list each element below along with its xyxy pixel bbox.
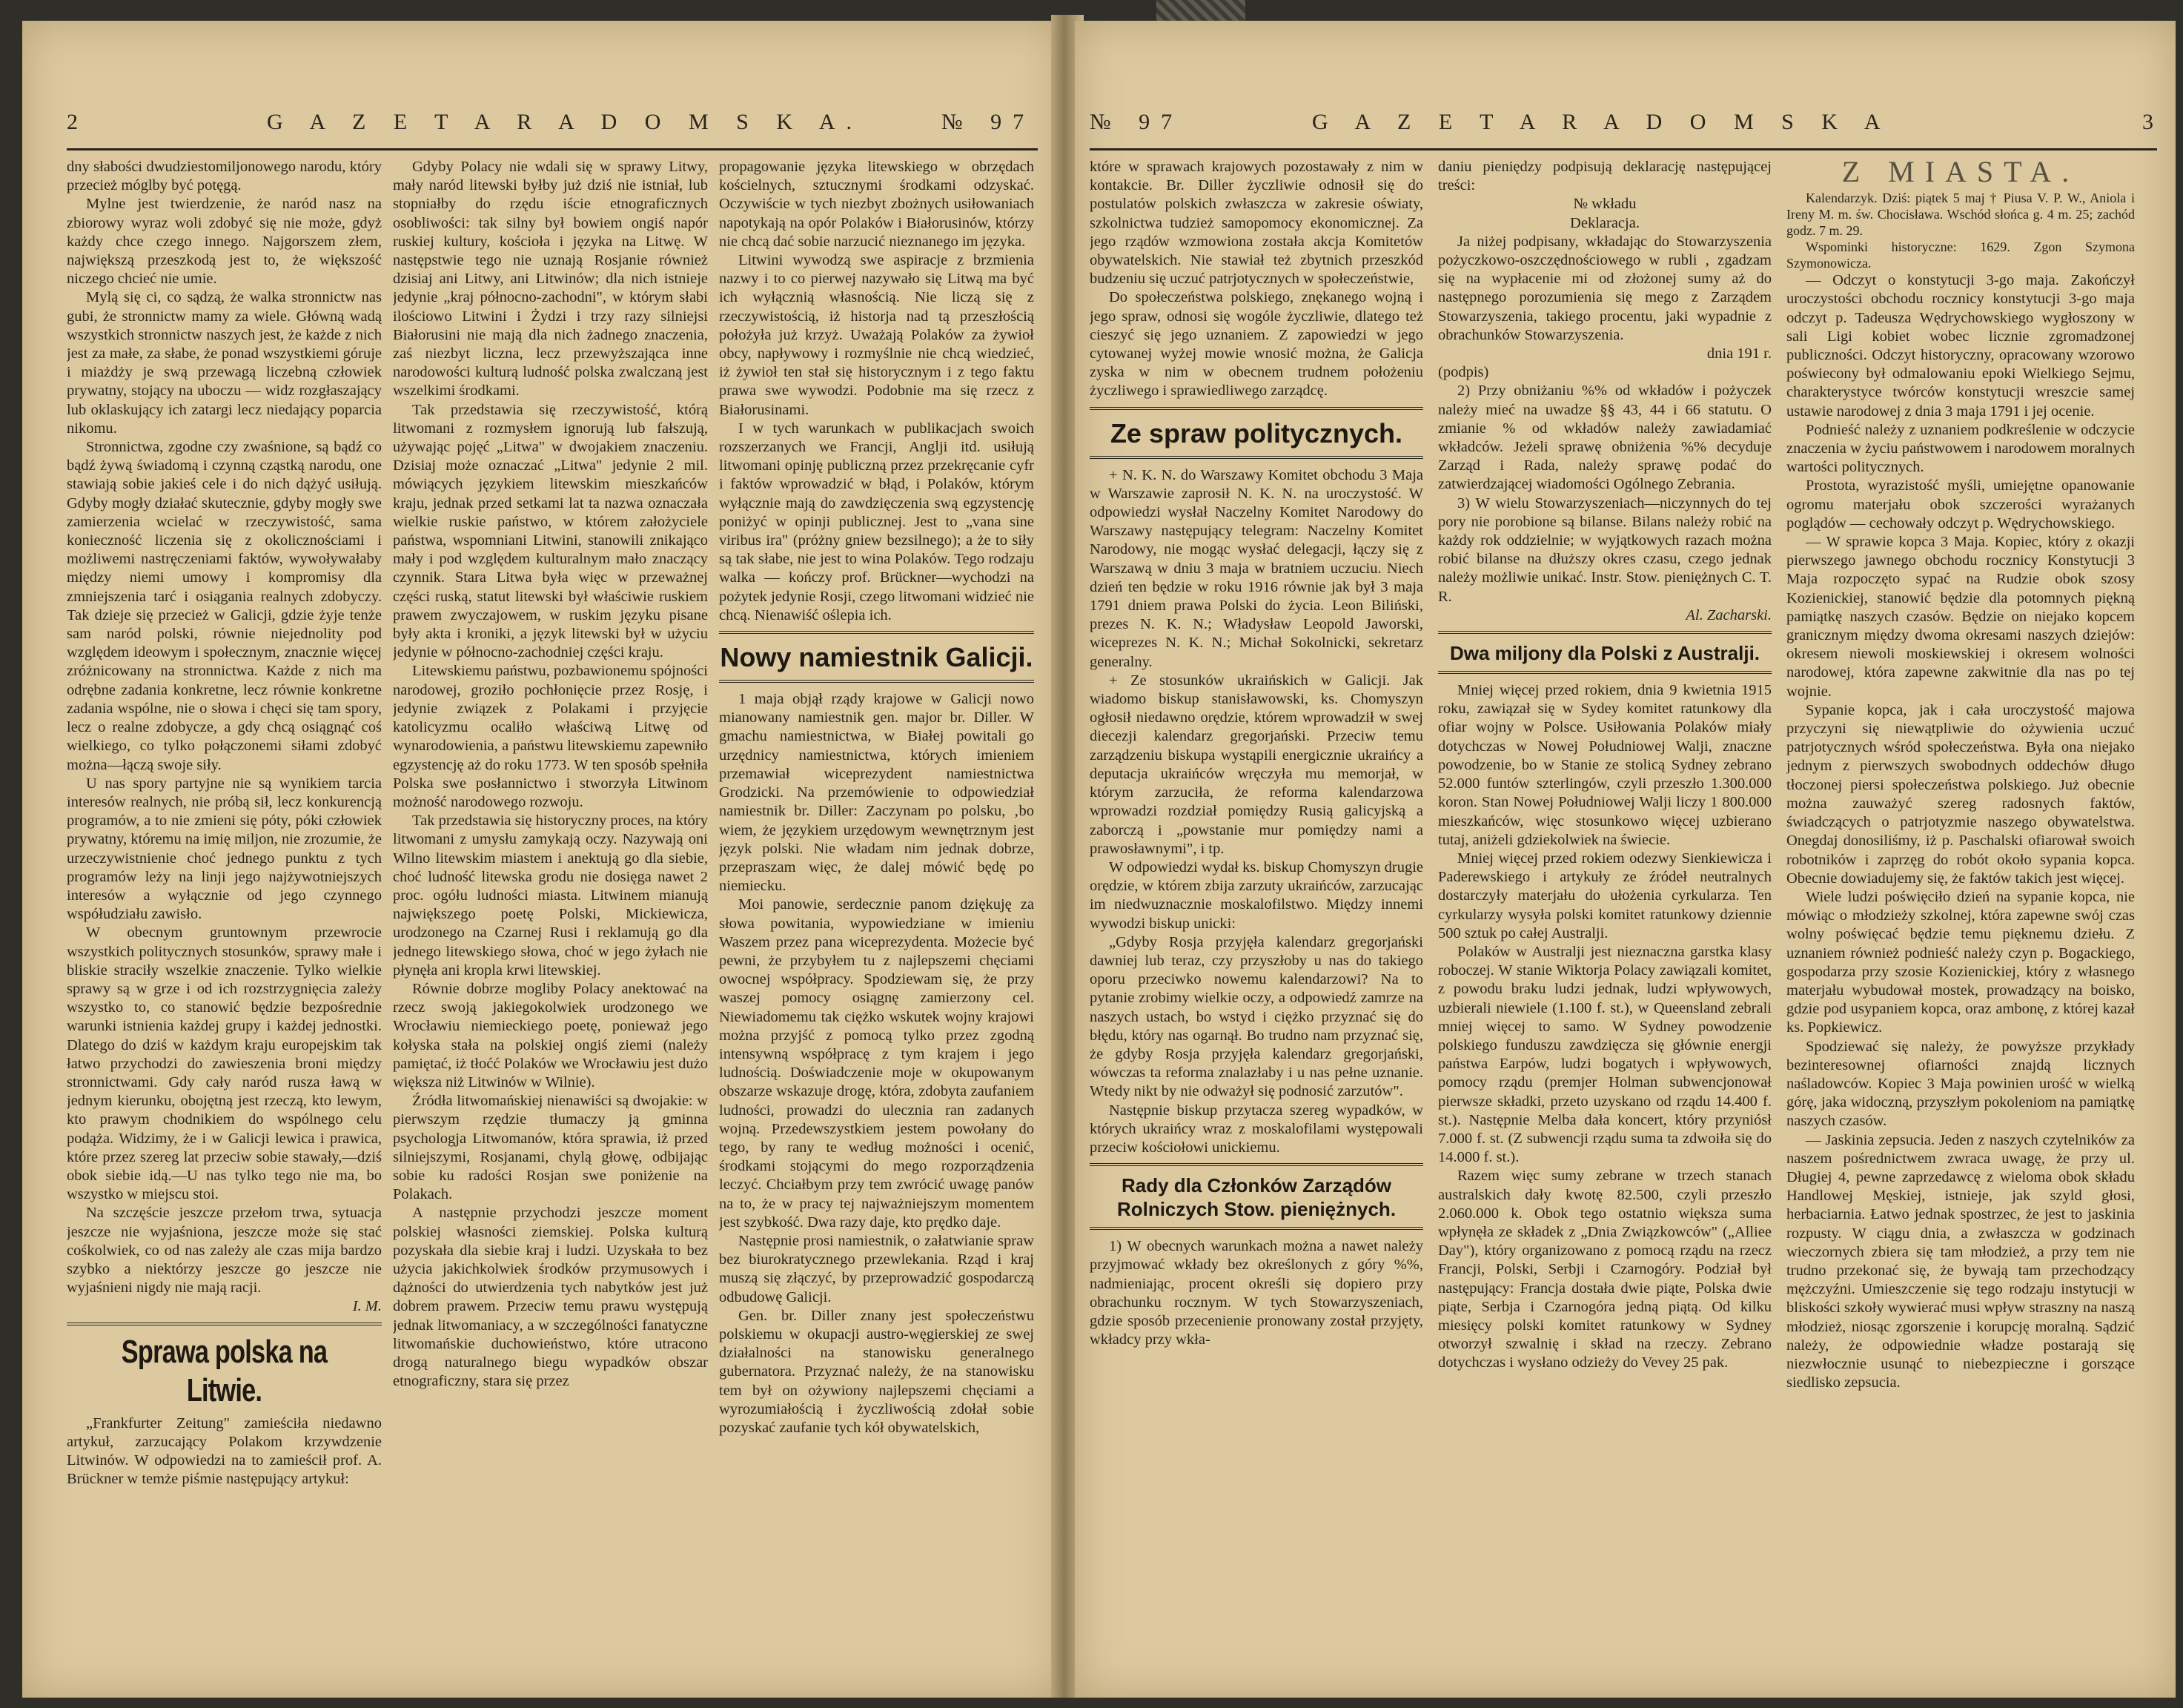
paragraph: Mniej więcej przed rokiem odezwy Sienkiewicza i Paderewskiego i artykuły ze źródeł neutralnych dostarczyły materjału do ułożenia cyrkularza. Ten cyrkularzy wysyła polski komitet ratunkowy dziennie 500 sztuk po całej Australji.	[1438, 850, 1772, 941]
paragraph: Polaków w Australji jest nieznaczna garstka klasy roboczej. W stanie Wiktorja Polacy zawiązali komitet, z powodu braku ludzi jednak, ludzi wpływowych, uzbierali niewiele (1.100 f. st.), w Queensland zebrali mniej więcej to samo. W Sydney powodzenie polskiego funduszu zawdzięcza się głównie energji państwa Earpów, ludzi bogatych i wpływowych, pomocy rządu (premjer Holman subwencjonował pierwsze składki, przeto uzyskano od rządu 14.400 f. st.). Następnie Melba dała koncert, który przyniósł 7.000 f. st. (Z subwencji rządu suma ta zdwoiła się do 14.000 f. st.).	[1438, 943, 1772, 1166]
separator	[1090, 1227, 1423, 1230]
paragraph: Na szczęście jeszcze przełom trwa, sytuacja jeszcze nie wyjaśniona, jeszcze może się stać cośkolwiek, co od nas zależy ale czas mija bardzo szybko a niektórzy jeszcze go jeszcze nie wyjaśnieni nigdy nie mają racji.	[67, 1205, 382, 1297]
paragraph: A następnie przychodzi jeszcze moment polskiej własności ziemskiej. Polska kulturą pozyskała dla siebie kraj i ludzi. Uzyskała to bez użycia jakichkolwiek środków przymusowych i dążności do utwierdzenia tych nabytków jest już dobrem prawem. Przeciw temu prawu występują jednak litwomaniacy, a w szczególności fanatyczne litwomańskie duchowieństwo, które utracono drogą naturalnego biegu wypadków obszar etnograficzny, stara się przez	[393, 1205, 708, 1390]
signature: I. M.	[352, 1298, 382, 1315]
separator	[1090, 456, 1423, 459]
separator	[719, 631, 1034, 634]
paragraph: dny słabości dwudziestomiljonowego narodu, który przecież móglby być potęgą.	[67, 159, 382, 194]
paragraph: Stronnictwa, zgodne czy zwaśnione, są bądź co bądź żywą świadomą i czynną cząstką narodu, one stawiają sobie jakieś cele i do nich dążyć usiłują. Gdyby mogły działać skutecznie, gdyby mogły swe zamierzenia wcielać w rzeczywistość, sama konieczność liczenia się z okolicznościami i możliwemi nastręczeniami faktów, wywoływałaby między niemi umowy i kompromisy dla zmniejszenia tarć i osiągania realnych zdobyczy. Tak dzieje się przecież w Galicji, gdzie żyje tenże sam naród polski, równie niejednolity pod względem ideowym i społecznym, znacznie więcej zróżnicowany na stronnictwa. Każde z nich ma odrębne zadania konkretne, lecz równie konkretne zadania wspólne, nie o słowa i chęci się tam spory, lecz o realne zdobycze, a gdy chcą osiągnąć coś wielkiego, co tylko połączonemi siłami zdobyć można—łączą swoje siły.	[67, 439, 382, 773]
paragraph: 1 maja objął rządy krajowe w Galicji nowo mianowany namiestnik gen. major br. Diller. W gmachu namiestnictwa, w Białej powitali go urzędnicy namiestnictwa, których imieniem przemawiał wiceprezydent namiestnictwa Grodzicki. Na przemówienie to odpowiedział namiestnik br. Diller: Zaczynam po polsku, ‚bo wiem, że językiem urzędowym wewnętrznym jest język polski. Nie władam nim jednak dobrze, przepraszam więc, że dalej mówić będę po niemiecku.	[719, 691, 1034, 895]
paragraph: Razem więc sumy zebrane w trzech stanach australskich dały kwotę 82.500, czyli przeszło 2.060.000 k. Obok tego ostatnio większa suma wpłynęła ze składek z „Dnia Związkowców" („Alliee Day"), który organizowano z pomocą rządu na rzecz Francji, Polski, Serbji i Czarnogóry. Podział był następujący: Francja dostała dwie piąte, Polska dwie piąte, Serbja i Czarnogóra jedną piątą. Od kilku miesięcy polski komitet ratunkowy w Sydney otworzył szwalnię i skład na rzeczy. Zebrano dotychczas i wysłano odzieży do Vevey 25 pak.	[1438, 1168, 1772, 1371]
paragraph: Prostota, wyrazistość myśli, umiejętne opanowanie ogromu materjału obok szczerości wyrażanych poglądów — cechowały odczyt p. Wędrychowskiego.	[1786, 477, 2135, 532]
paragraph: — Jaskinia zepsucia. Jeden z naszych czytelników za naszem pośrednictwem zwraca uwagę, że przy ul. Długiej 4, pewne zaprzedawcę z wieloma obok składu Handlowej Męskiej, istnieje, jak szyld głosi, herbaciarnia. Łatwo jednak spostrzec, że jest to jaskinia rozpusty. W ciągu dnia, a zwłaszcza w godzinach wieczornych zbiera się tam młodzież, a przy tem nie trudno przekonać się, że bywają tam przechodzący mężczyźni. Umieszczenie się tego rodzaju instytucji w bliskości szkoły wywierać musi wpływ straszny na naszą młodzież, niosąc zgorszenie i korupcję moralną. Sądzić należy, że odpowiednie władze postarają się niezwłocznie usunąć to niebezpieczne i gorszące siedlisko zepsucia.	[1786, 1131, 2135, 1391]
paragraph: Źródła litwomańskiej nienawiści są dwojakie: w pierwszym rzędzie tłumaczy ją gminna psychologja Litwomanów, która sprawia, iż przed silniejszymi, Rosjanami, chylą głowę, odbijając sobie ku radości Rosjan swe poniżenie na Polakach.	[393, 1093, 708, 1203]
paragraph: W odpowiedzi wydał ks. biskup Chomyszyn drugie orędzie, w którem zbija zarzuty ukraińców, zarzucając im niedwuznacznie moskalofilstwo. Między innemi wywodzi biskup unicki:	[1090, 858, 1423, 932]
right-page-number: 3	[2142, 110, 2164, 134]
headline-sprawa-polska: Sprawa polska na Litwie.	[121, 1333, 328, 1409]
paragraph: które w sprawach krajowych pozostawały z nim w kontakcie. Br. Diller życzliwie odnosił się do postulatów polskich zwłaszcza w zakresie oświaty, szkolnictwa tudzież samopomocy ekonomicznej. Za jego rządów wzmowiona została akcja Komitetów obywatelskich. Nie stawiał też zbytnich przeszkód budzeniu się uczuć patrjotycznych w społeczeństwie,	[1090, 159, 1423, 288]
date-line: dnia 191 r.	[1706, 345, 1772, 363]
headline-dwa-miljony: Dwa miljony dla Polski z Australji.	[1449, 642, 1760, 665]
paragraph: Gen. br. Diller znany jest społeczeństwu polskiemu w okupacji austro-węgierskiej ze swej działalności na stanowisku generalnego gubernatora. Przyznać należy, że na stanowisku tem był on ożywiony najlepszemi chęciami a wyrozumiałością i życzliwością zdołał sobie pozyskać zaufanie tych kół obywatelskich,	[719, 1307, 1034, 1436]
paragraph: Kalendarzyk. Dziś: piątek 5 maj † Piusa V. P. W., Aniola i Ireny M. m. św. Chocisława. Wschód słońca g. 4 m. 25; zachód godz. 7 m. 29.	[1786, 191, 2135, 239]
left-column-3	[719, 158, 1034, 1678]
right-masthead: G A Z E T A R A D O M S K A	[1312, 110, 1892, 134]
paragraph: 1) W obecnych warunkach można a nawet należy przyjmować wkłady bez określonych z góry %%, nadmieniając, procent określi się dopiero przy obrachunku rocznym. W tych Stowarzyszeniach, gdzie sposób przecenienie pronowany został przyjęty, wkładcy przy wkła-	[1090, 1238, 1423, 1348]
separator	[67, 1323, 382, 1325]
separator	[1090, 1163, 1423, 1166]
paragraph: „Gdyby Rosja przyjęła kalendarz gregorjański dawniej lub teraz, czy przyszłoby u nas do takiego oporu przeciwko nowemu kalendarzowi? Na to pytanie zrobimy wielkie oczy, a odpowiedź zamrze na naszych ustach, bo wstyd i ciężko przyznać się do błędu, który nas ogarnął. Bo trudno nam przyznać się, że gdyby Rosja przyjęła kalendarz gregorjański, wówczas ta reforma znalazłaby i u nas pełne uznanie. Wtedy nikt by nie odważył się podnosić zarzutów".	[1090, 933, 1423, 1100]
separator	[1438, 631, 1772, 634]
headline-nowy-namiestnik: Nowy namiestnik Galicji.	[720, 642, 1033, 673]
paragraph: + Ze stosunków ukraińskich w Galicji. Jak wiadomo biskup stanisławowski, ks. Chomyszyn ogłosił niedawno orędzie, którem wprowadził w swej diecezji kalendarz gregorjański. Przeciw temu zarządzeniu biskupa wystąpili energicznie ukraińcy a deputacja ukraińców wręczyła mu memorjał, w którym zarzuciła, że reforma kalendarzowa wprowadzi rozdział pomiędzy Rusią galicyjską a zaborczą i „powstanie mur pomiędzy nami a prawosławnymi", i tp.	[1090, 672, 1423, 857]
paragraph: „Frankfurter Zeitung" zamieściła niedawno artykuł, zarzucający Polakom krzywdzenie Litwinów. W odpowiedzi na to zamieścił prof. A. Brückner w temże piśmie następujący artykuł:	[67, 1414, 382, 1488]
paragraph: Następnie biskup przytacza szereg wypadków, w których ukraińcy wraz z moskalofilami występowali przeciw kościołowi unickiemu.	[1090, 1102, 1423, 1156]
paragraph: Do społeczeństwa polskiego, znękanego wojną i jego spraw, odnosi się wogóle życzliwie, dlatego też cieszyć się jego uznaniem. Z zapowiedzi w jego cytowanej wyżej mowie wnosić można, że Galicja zyska w nim w obecnem trudnem położeniu życzliwego i sprawiedliwego zarządcę.	[1090, 289, 1423, 400]
section-title-z-miasta: Z MIASTA.	[1841, 158, 2080, 188]
paragraph: Mylne jest twierdzenie, że naród nasz na zbiorowy wyraz woli zdobyć się nie może, gdyż każdy chce czego innego. Najgorszem złem, największą przeszkodą jest to, że większość niczego chcieć nie umie.	[67, 196, 382, 288]
paragraph: daniu pieniędzy podpisują deklarację następującej treści:	[1438, 159, 1772, 194]
header-rule	[1090, 148, 2157, 150]
paragraph: 3) W wielu Stowarzyszeniach—niczynnych do tej pory nie porobione są bilanse. Bilans należy robić na każdy rok oddzielnie; w wyjątkowych razach można robić bilanse na dłuższy okres czasu, czego jednak należy możliwie unikać. Instr. Stow. pieniężnych C. T. R.	[1438, 494, 1772, 605]
paragraph: Tak przedstawia się rzeczywistość, którą litwomani z rozmysłem ignorują lub fałszują, używając pojęć „Litwa" w dwojakiem znaczeniu. Dzisiaj może oznaczać „Litwa" jedynie 2 mil. mówiących językiem litewskim mieszkańców kraju, jednak przed setkami lat ta nazwa oznaczała wielkie ruskie państwo, w którem założyciele państwa, wspomniani Litwini, stanowili znikająco mały i pod względem kulturalnym mało znaczący czynnik. Stara Litwa była więc w przeważnej części ruską, statut litewski był właściwie ruskiem prawem zwyczajowem, w ruskim języku pisane były akta i kroniki, a język litewski był w użyciu jedynie w północno-zachodniej części kraju.	[393, 401, 708, 661]
paragraph: Sypanie kopca, jak i cała uroczystość majowa przyczyni się niewątpliwie do ożywienia uczuć patrjotycznych wśród społeczeństwa. Była ona niejako jednym z pierwszych swobodnych oddechów długo tłoczonej piersi społeczeństwa polskiego. Już obecnie można zauważyć szereg radosnych faktów, świadczących o patrjotyzmie naszego obywatelstwa. Onegdaj donosiliśmy, iż p. Paschalski ofiarował swoich robotników i zaprzęg do robót około sypania kopca. Obecnie dowiadujemy się, że faktów takich jest więcej.	[1786, 701, 2135, 887]
paragraph: Podnieść należy z uznaniem podkreślenie w odczycie znaczenia w życiu państwowem i narodowem moralnych wartości politycznych.	[1786, 421, 2135, 476]
left-column-1	[67, 158, 382, 1678]
paragraph: + N. K. N. do Warszawy Komitet obchodu 3 Maja w Warszawie zaprosił N. K. N. na uroczystość. W odpowiedzi wysłał Naczelny Komitet Narodowy do Warszawy następujący telegram: Naczelny Komitet Narodowy, nie mogąc wysłać delegacji, łączy się z Warszawą w dniu 3 maja w bratniem uczuciu. Niech dzień ten będzie w roku 1916 równie jak był 3 maja 1791 dniem prawa Polski do życia. Leon Biliński, prezes N. K. N.; Władysław Leopold Jaworski, wiceprezes N. K. N.; Michał Sokolnicki, sekretarz generalny.	[1090, 466, 1423, 670]
paragraph: 2) Przy obniżaniu %% od wkładów i pożyczek należy mieć na uwadze §§ 43, 44 i 66 statutu. O zmianie % od wkładów należy zawiadamiać wkładców. Jeżeli sprawę obniżenia %% decyduje Zarząd i Rada, należy sprawę podać do zatwierdzającej wiadomości Ogólnego Zebrania.	[1438, 383, 1772, 493]
left-issue-number: № 97	[941, 110, 1036, 134]
paragraph: — W sprawie kopca 3 Maja. Kopiec, który z okazji pierwszego jawnego obchodu rocznicy Konstytucji 3 Maja rozpoczęto sypać na Rudzie obok szosy Kozienickiej, stanowić będzie dla potomnych piękną pamiątkę naszych czasów. Będzie on niejako kopcem granicznym między dwoma okresami naszych dziejów: okresem niewoli moskiewskiej i okresem wolności narodowej, która zapewne zakwitnie dla nas po tej wojnie.	[1786, 534, 2135, 700]
signature-line: (podpis)	[1438, 364, 1489, 381]
paragraph: Ja niżej podpisany, wkładając do Stowarzyszenia pożyczkowo-oszczędnościowego w rubli , zgadzam się na wypłacenie mi od złożonej sumy aż do następnego porozumienia się mego z Zarządem Stowarzyszenia, takiego procentu, jaki wypadnie z obrachunków Stowarzyszenia.	[1438, 233, 1772, 343]
paragraph: Litewskiemu państwu, pozbawionemu spójności narodowej, groziło pochłonięcie przez Rosję, i jedynie związek z Polakami i przyjęcie katolicyzmu ocaliło właściwą Litwę od wynarodowienia, a państwu litewskiemu zapewniło egzystencję aż do roku 1773. W ten sposób spełniła Polska swe posłannictwo i stworzyła Litwinom możność narodowego rozwoju.	[393, 663, 708, 810]
left-column-2	[393, 158, 708, 1678]
paragraph: Wspominki historyczne: 1629. Zgon Szymona Szymonowicza.	[1786, 239, 2135, 271]
paragraph: Następnie prosi namiestnik, o załatwianie spraw bez biurokratycznego przewlekania. Rząd i kraj muszą się złączyć, by przeprowadzić gospodarczą odbudowę Galicji.	[719, 1232, 1034, 1305]
left-masthead: G A Z E T A R A D O M S K A.	[267, 110, 863, 134]
headline-ze-spraw-politycznych: Ze spraw politycznych.	[1110, 417, 1403, 448]
separator	[719, 680, 1034, 683]
paragraph: — Odczyt o konstytucji 3-go maja. Zakończył uroczystości obchodu rocznicy konstytucji 3-go maja odczyt p. Tadeusza Wędrychowskiego wygłoszony w sali Ligi kobiet wobec licznie zgromadzonej publiczności. Odczyt historyczny, opracowany wzorowo poświecony był odmalowaniu epoki Wielkiego Sejmu, charakterystyce twórców konstytucji wreszcie samej ustawie narodowej z dnia 3 maja 1791 i jej ocenie.	[1786, 272, 2135, 420]
paragraph: Moi panowie, serdecznie panom dziękuję za słowa powitania, wypowiedziane w imieniu Waszem przez pana wiceprezydenta. Możecie być pewni, że przybyłem tu z najlepszemi chęciami owocnej współpracy. Spodziewam się, że przy waszej pomocy osiągnę zamierzony cel. Niewiadomemu tak ciężko wskutek wojny krajowi można przyjść z pomocą tylko przez zgodną intensywną współpracę z tym krajem i jego ludnością. Doświadczenie moje w okupowanym obszarze wskazuje drogę, która, zdobyta zaufaniem ludności, prowadzi do ulecznia ran zadanych wojną. Przedewszystkiem jestem powołany do tego, by rany te według możności i ocenić, środkami stojącymi do mego rozporządzenia leczyć. Chciałbym przy tem zwrócić uwagę panów na to, że w pracy tej najważniejszym momentem jest szybkość. Dwa razy daje, kto prędko daje.	[719, 896, 1034, 1231]
declaration-title: Deklaracja.	[1570, 214, 1640, 231]
deposit-number-line: № wkładu	[1573, 196, 1637, 213]
paragraph: propagowanie języka litewskiego w obrzędach kościelnych, sztucznymi środkami odzyskać. Oczywiście w tych niezbyt zbożnych usiłowaniach napotykają na opór Polaków i Białorusinów, którzy nie chcą dać sobie narzucić nieznanego im języka.	[719, 159, 1034, 250]
separator	[1438, 671, 1772, 674]
signature: Al. Zacharski.	[1686, 606, 1772, 623]
right-issue-number: № 97	[1090, 110, 1184, 134]
header-rule	[67, 148, 1038, 150]
right-column-1	[1090, 158, 1423, 1678]
paragraph: Mniej więcej przed rokiem, dnia 9 kwietnia 1915 roku, zawiązał się w Sydey komitet ratunkowy dla ofiar wojny w Polsce. Usiłowania Polaków miały dotychczas w Nowej Południowej Walji, znaczne powodzenie, bo w Stanie ze stolicą Sydney zebrano 52.000 funtów szterlingów, czyli przeszło 1.300.000 koron. Stan Nowej Południowej Walji liczy 1 800.000 mieszkańców, więc stosunkowo więcej uzbierano tutaj, aniżeli gdziekolwiek na świecie.	[1438, 682, 1772, 848]
separator	[1090, 407, 1423, 410]
paragraph: Wiele ludzi poświęciło dzień na sypanie kopca, nie mówiąc o młodzieży szkolnej, która zapewne swój czas wolny poświęcać będzie temu pięknemu dziełu. Z uznaniem również podnieść należy czyn p. Bogackiego, gospodarza przy szosie Kozienickiej, który z własnego materjału wybudował mostek, prowadzący na boisko, gdzie pod usypaniem kopca, oraz ambonę, z której kazał ks. Popkiewicz.	[1786, 888, 2135, 1036]
left-page	[22, 21, 1060, 1698]
left-page-number: 2	[67, 110, 89, 134]
paragraph: Mylą się ci, co sądzą, że walka stronnictw nas gubi, że stronnictw mamy za wiele. Główną wadą wszystkich stronnictw naszych jest, że każde z nich jest za małe, za słabe, że ponad wszystkiemi góruje i miażdży je swą przewagą liczebną człowiek prywatny, stojący na uboczu — widz rozgłaszający lub oklaskujący ich zatargi lecz niedający poparcia nikomu.	[67, 289, 382, 437]
right-column-2	[1438, 158, 1772, 1678]
paragraph: Spodziewać się należy, że powyższe przykłady bezinteresownej ofiarności znajdą licznych naśladowców. Kopiec 3 Maja powinien urość w wielką górę, jaka widoczną, przyszłym pokoleniom na pamiątkę naszych czasów.	[1786, 1038, 2135, 1130]
paragraph: Gdyby Polacy nie wdali się w sprawy Litwy, mały naród litewski byłby już dziś nie istniał, lub stopniałby do rzędu iście etnograficznych osobliwości: tak silny był bowiem ongiś napór ruskiej kultury, kościoła i języka na Litwę. W następstwie tego nie uznają Rosjanie również dzisiaj ani Litwy, ani Litwinów; dla nich istnieje jedynie „kraj północno-zachodni", w którym słabi ilościowo Litwini i Żydzi i trzy razy silniejsi Białorusini nie mają dla nich żadnego znaczenia, zaś niezbyt liczna, lecz przewyższająca inne narodowości kulturą ludność polska zwalczaną jest wszelkimi środkami.	[393, 159, 708, 400]
headline-rady-dla-czlonkow: Rady dla Członków Zarządów Rolniczych Stow. pieniężnych.	[1116, 1174, 1397, 1221]
paragraph: Równie dobrze mogliby Polacy anektować na rzecz swoją jakiegokolwiek urodzonego we Wrocławiu niemieckiego poetę, ponieważ jego kołyska stała na polskiej ongiś ziemi (należy pamiętać, iż tłoćć Polaków we Wrocławiu jest dużo większa niż Litwinów w Wilnie).	[393, 980, 708, 1090]
paragraph: I w tych warunkach w publikacjach swoich rozszerzanych we Francji, Anglji itd. usiłują litwomani opinję publiczną przez przekręcanie cyfr i faktów wprowadzić w błąd, i Polaków, którym wyłącznie mają do zawdzięczenia swą egzystencję poniżyć w opinji publicznej. Jest to „vana sine viribus ira" (próżny gniew bezsilnego); a że to siły są tak słabe, nie jest to wina Polaków. Tego rodzaju walka — kończy prof. Brückner—wychodzi na pożytek jedynie Rosji, czego litwomani widzieć nie chcą. Nienawiść oślepia ich.	[719, 420, 1034, 623]
paragraph: Tak przedstawia się historyczny proces, na który litwomani z umysłu zamykają oczy. Nazywają oni Wilno litewskim miastem i anektują go dla siebie, choć ludność litewska grodu nie dosięga nawet 2 proc. ogółu ludności miasta. Litwinem mianują największego poetę Polski, Mickiewicza, urodzonego na Czarnej Rusi i reklamują go dla jednego litewskiego słowa, choć w jego żyłach nie płynęła ani kropla krwi litewskiej.	[393, 812, 708, 979]
right-column-3	[1786, 158, 2135, 1678]
paragraph: U nas spory partyjne nie są wynikiem tarcia interesów realnych, nie próbą sił, lecz konkurencją programów, a to nie zmieni się póty, póki człowiek prywatny, któremu na imię miljon, nie zrozumie, że urzeczywistnienie choć jednego punktu z tych programów leży na linji jego najżywotniejszych interesów a wyłącznie od jego czynnego współudziału zawisło.	[67, 775, 382, 923]
paragraph: W obecnym gruntownym przewrocie wszystkich politycznych stosunków, sprawy małe i bliskie straciły wszelkie znaczenie. Tylko wielkie sprawy są w grze i od ich rozstrzygnięcia zależy wszystko to, co stanowić będzie bezpośrednie warunki istnienia każdej grupy i każdej jednostki. Dlatego do dziś w każdym kraju europejskim tak łatwo przychodzi do zawieszenia broni między stronnictwami. Gdy cały naród rusza ławą w jednym kierunku, obojętną jest rzeczą, kto lewym, kto prawym chodnikiem do wspólnego celu podąża. Widzimy, że i w Galicji lewica i prawica, które przez szereg lat przeciw sobie stawały,—dziś obok siebie idą.—U nas tylko tego nie ma, bo wszystko w miejscu stoi.	[67, 924, 382, 1203]
right-page	[1075, 21, 2176, 1698]
paragraph: Litwini wywodzą swe aspiracje z brzmienia nazwy i to co pierwej nazywało się Litwą ma być ich wyłącznią własnością. Nie liczą się z rzeczywistością, iż historja nad tą przeszłością położyła już krzyż. Uważają Polaków za żywioł obcy, napływowy i rozmyślnie nie chcą wiedzieć, iż żywioł ten stał się historycznym i z tego faktu prawa swe wywodzi. Podobnie ma się rzecz z Białorusinami.	[719, 252, 1034, 418]
